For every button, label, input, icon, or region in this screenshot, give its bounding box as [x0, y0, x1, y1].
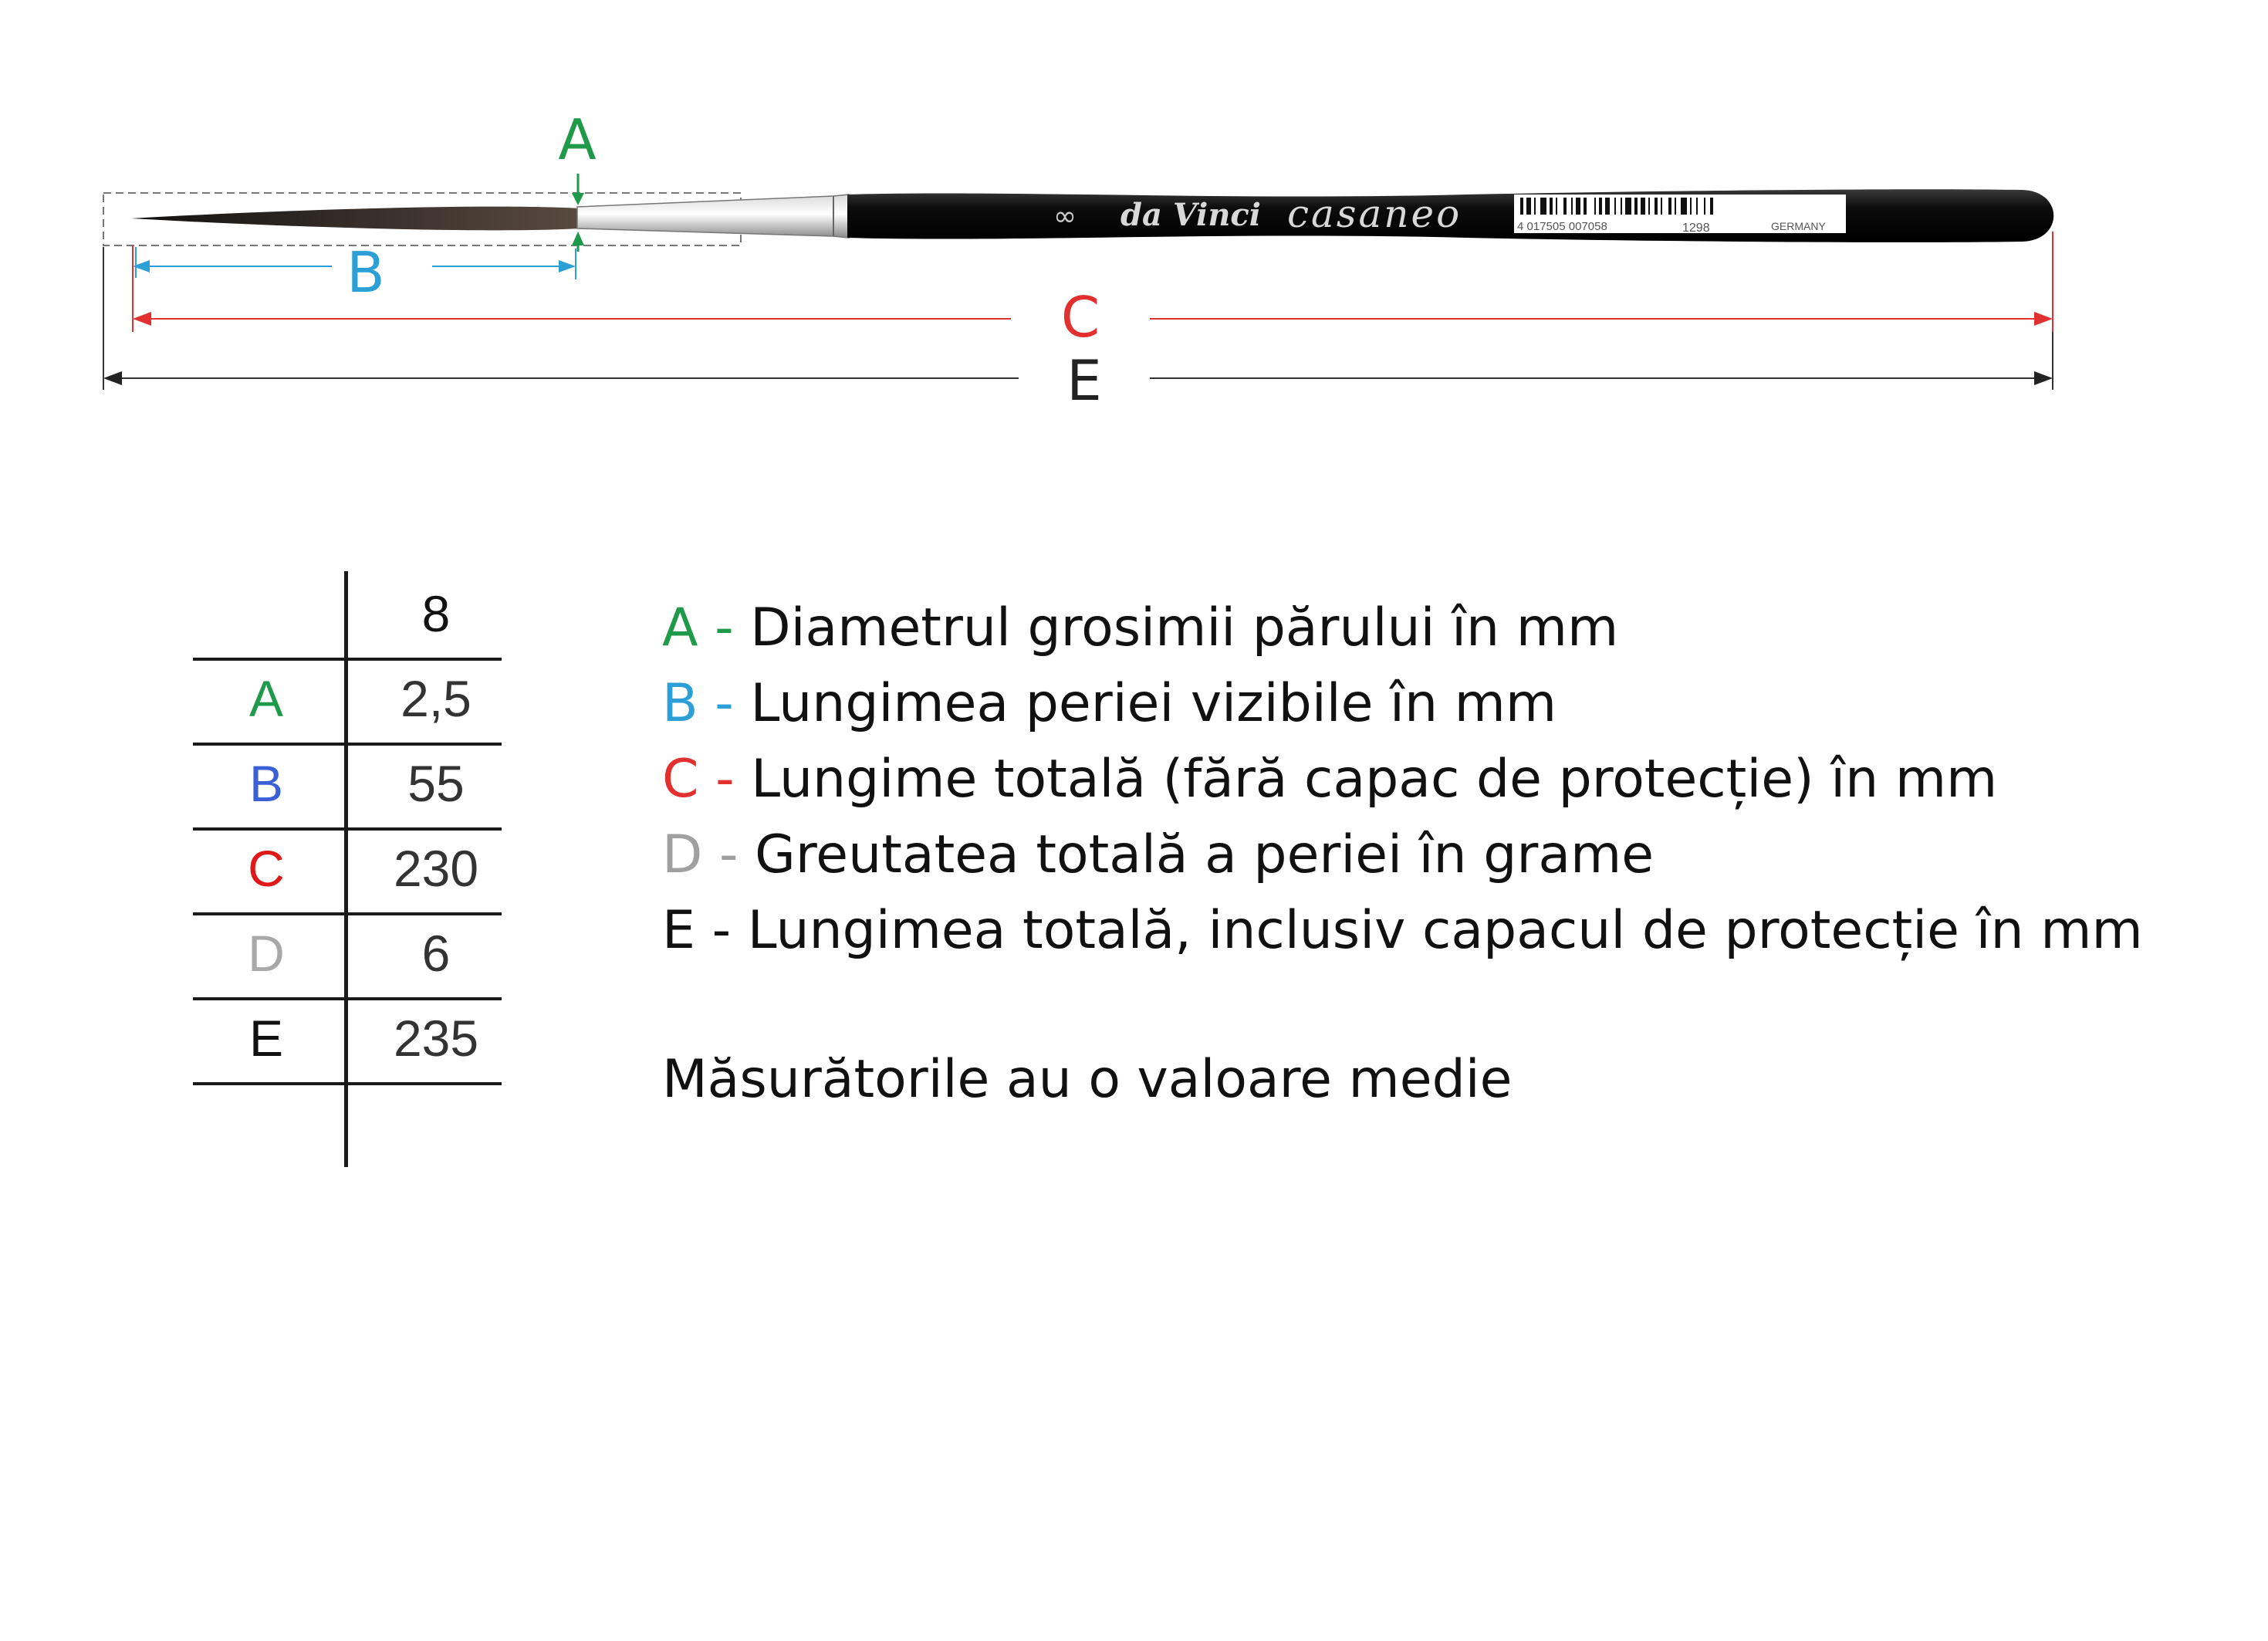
table-row-label: A — [248, 670, 284, 727]
brush-hair — [131, 207, 580, 231]
brush-dimension-diagram — [0, 0, 2268, 463]
legend-key: C - — [662, 749, 735, 810]
barcode-number: 4 017505 007058 — [1517, 220, 1607, 233]
table-rule — [193, 827, 502, 831]
legend-text: Lungime totală (fără capac de protecție) în mm — [751, 749, 1998, 810]
legend-item — [662, 673, 1557, 734]
table-rule — [193, 912, 502, 915]
legend-key: A - — [662, 597, 734, 658]
legend-text: Diametrul grosimii părului în mm — [750, 597, 1619, 658]
measurement-note: Măsurătorile au o valoare medie — [662, 1049, 1513, 1110]
legend-item — [662, 824, 1655, 885]
table-row-value: 2,5 — [401, 670, 472, 727]
dimension-b — [133, 240, 576, 305]
legend-key: E - — [662, 900, 732, 961]
legend-text: Lungimea totală, inclusiv capacul de protecție în mm — [747, 900, 2143, 961]
table-row-value: 55 — [407, 755, 465, 812]
series-name: casaneo — [1287, 191, 1462, 236]
dimension-c-letter: C — [1060, 285, 1100, 350]
table-row-value: 6 — [421, 925, 451, 982]
legend-text: Greutatea totală a periei în grame — [755, 824, 1655, 885]
legend-item — [662, 900, 2143, 961]
legend-item — [662, 749, 1998, 810]
infinity-symbol: ∞ — [1053, 201, 1077, 232]
model-number: 1298 — [1682, 222, 1710, 235]
table-row-value: 235 — [393, 1010, 479, 1067]
dimension-a — [558, 107, 596, 252]
table-row-label: B — [248, 755, 284, 812]
table-row-label: E — [248, 1010, 284, 1067]
legend-key: D - — [662, 824, 739, 885]
table-row-value: 230 — [393, 840, 479, 897]
table-rule — [193, 1082, 502, 1085]
legend-item — [662, 597, 1619, 658]
origin-text: GERMANY — [1771, 220, 1826, 232]
dimensions-table — [193, 571, 517, 1173]
table-rule — [193, 658, 502, 661]
dimension-b-letter: B — [346, 240, 385, 305]
size-column-header: 8 — [421, 585, 451, 642]
table-rule — [193, 997, 502, 1000]
table-rule — [193, 743, 502, 746]
dimension-a-letter: A — [558, 107, 597, 172]
legend-text: Lungimea periei vizibile în mm — [750, 673, 1557, 734]
brush-ferrule — [577, 195, 849, 238]
dimension-e-letter: E — [1066, 348, 1102, 413]
dimension-c — [133, 232, 2053, 350]
barcode-label — [1514, 195, 1846, 235]
brand-logo: da Vinci — [1120, 197, 1261, 233]
legend-key: B - — [662, 673, 734, 734]
table-row-label: D — [248, 925, 285, 982]
table-row-label: C — [248, 840, 285, 897]
